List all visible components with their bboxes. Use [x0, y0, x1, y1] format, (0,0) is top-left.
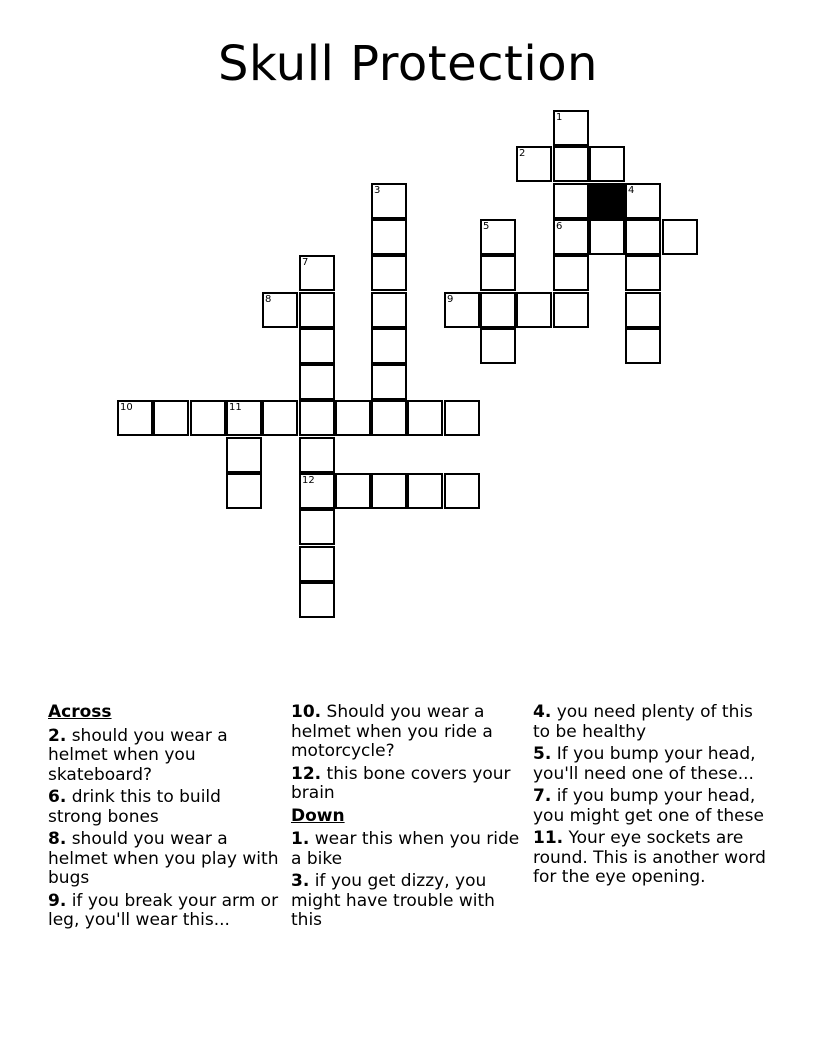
grid-cell[interactable]: [371, 473, 407, 509]
clue-number: 5.: [533, 744, 552, 764]
across-heading: Across: [48, 702, 112, 722]
grid-cell[interactable]: [625, 255, 661, 291]
grid-cell[interactable]: [553, 110, 589, 146]
clue-text: this bone covers your brain: [291, 763, 511, 803]
clue-number: 6.: [48, 787, 67, 807]
grid-cell[interactable]: [190, 400, 226, 436]
grid-cell[interactable]: [444, 400, 480, 436]
grid-cell[interactable]: [553, 183, 589, 219]
grid-cell[interactable]: [299, 473, 335, 509]
clue-number: 9.: [48, 890, 67, 911]
cell-number: 1: [556, 112, 563, 123]
grid-cell[interactable]: [299, 364, 335, 400]
clue-number: 11.: [533, 828, 564, 848]
grid-cell[interactable]: [299, 328, 335, 364]
clue-text: you need plenty of this to be healthy: [533, 702, 753, 742]
cell-number: 3: [374, 185, 381, 196]
grid-cell[interactable]: [480, 255, 516, 291]
grid-cell[interactable]: [553, 292, 589, 328]
clue-number: 4.: [533, 702, 552, 722]
grid-cell[interactable]: [262, 292, 298, 328]
cell-number: 6: [556, 221, 563, 232]
grid-cell[interactable]: [371, 255, 407, 291]
cell-number: 2: [519, 148, 526, 159]
grid-cell[interactable]: [444, 473, 480, 509]
grid-cell[interactable]: [299, 546, 335, 582]
cell-number: 11: [229, 402, 242, 413]
grid-cell[interactable]: [480, 292, 516, 328]
clue-number: 8.: [48, 829, 67, 849]
grid-cell[interactable]: [371, 183, 407, 219]
clue-across-2: [48, 727, 280, 786]
clue-across-10: [291, 703, 523, 762]
grid-block: [589, 183, 625, 219]
clue-number: 2.: [48, 725, 67, 746]
cell-number: 9: [447, 294, 454, 305]
clue-column-3: [533, 703, 773, 891]
clue-column-1: [48, 703, 280, 934]
grid-cell[interactable]: [335, 473, 371, 509]
grid-cell[interactable]: [553, 146, 589, 182]
clue-down-1: [291, 830, 523, 869]
cell-number: 5: [483, 221, 490, 232]
clue-down-3: [291, 872, 523, 931]
clue-text: should you wear a helmet when you play with bugs: [48, 829, 279, 888]
grid-cell[interactable]: [117, 400, 153, 436]
grid-cell[interactable]: [371, 219, 407, 255]
grid-cell[interactable]: [553, 219, 589, 255]
grid-cell[interactable]: [625, 328, 661, 364]
grid-cell[interactable]: [589, 146, 625, 182]
grid-cell[interactable]: [299, 437, 335, 473]
grid-cell[interactable]: [516, 292, 552, 328]
grid-cell[interactable]: [444, 292, 480, 328]
cell-number: 7: [302, 257, 309, 268]
grid-cell[interactable]: [480, 328, 516, 364]
grid-cell[interactable]: [299, 400, 335, 436]
grid-cell[interactable]: [662, 219, 698, 255]
clue-across-12: [291, 765, 523, 804]
clue-text: if you break your arm or leg, you'll wear this...: [48, 890, 279, 930]
clue-across-8: [48, 830, 280, 889]
grid-cell[interactable]: [625, 219, 661, 255]
grid-cell[interactable]: [407, 473, 443, 509]
cell-number: 8: [265, 294, 272, 305]
grid-cell[interactable]: [226, 400, 262, 436]
grid-cell[interactable]: [553, 255, 589, 291]
clue-across-6: [48, 788, 280, 827]
clue-down-5: [533, 745, 773, 784]
grid-cell[interactable]: [371, 400, 407, 436]
clue-number: 12.: [291, 763, 322, 784]
grid-cell[interactable]: [299, 255, 335, 291]
clue-down-11: [533, 829, 773, 888]
grid-cell[interactable]: [153, 400, 189, 436]
clue-text: Should you wear a helmet when you ride a motorcycle?: [291, 702, 493, 761]
grid-cell[interactable]: [371, 364, 407, 400]
puzzle-title: Skull Protection: [218, 36, 598, 92]
grid-cell[interactable]: [516, 146, 552, 182]
grid-cell[interactable]: [226, 473, 262, 509]
grid-cell[interactable]: [335, 400, 371, 436]
clue-text: wear this when you ride a bike: [291, 829, 520, 869]
grid-cell[interactable]: [371, 328, 407, 364]
clue-number: 3.: [291, 871, 310, 891]
cell-number: 12: [302, 475, 315, 486]
clue-text: drink this to build strong bones: [48, 787, 221, 827]
clue-across-9: [48, 892, 280, 931]
clue-down-4: [533, 703, 773, 742]
grid-cell[interactable]: [371, 292, 407, 328]
cell-number: 10: [120, 402, 133, 413]
grid-cell[interactable]: [625, 183, 661, 219]
down-heading: Down: [291, 805, 345, 826]
grid-cell[interactable]: [226, 437, 262, 473]
grid-cell[interactable]: [299, 582, 335, 618]
grid-cell[interactable]: [625, 292, 661, 328]
clue-number: 1.: [291, 829, 310, 849]
clue-number: 10.: [291, 702, 322, 722]
clue-column-2: [291, 703, 523, 934]
clue-number: 7.: [533, 786, 552, 806]
grid-cell[interactable]: [589, 219, 625, 255]
grid-cell[interactable]: [299, 509, 335, 545]
grid-cell[interactable]: [480, 219, 516, 255]
clue-text: Your eye sockets are round. This is another word for the eye opening.: [533, 828, 766, 887]
clue-text: if you bump your head, you might get one of these: [533, 786, 764, 826]
grid-cell[interactable]: [407, 400, 443, 436]
clue-down-7: [533, 787, 773, 826]
clue-text: If you bump your head, you'll need one of these...: [533, 744, 756, 784]
cell-number: 4: [628, 185, 635, 196]
clue-text: should you wear a helmet when you skateboard?: [48, 725, 228, 785]
grid-cell[interactable]: [299, 292, 335, 328]
grid-cell[interactable]: [262, 400, 298, 436]
clue-text: if you get dizzy, you might have trouble with this: [291, 871, 495, 930]
